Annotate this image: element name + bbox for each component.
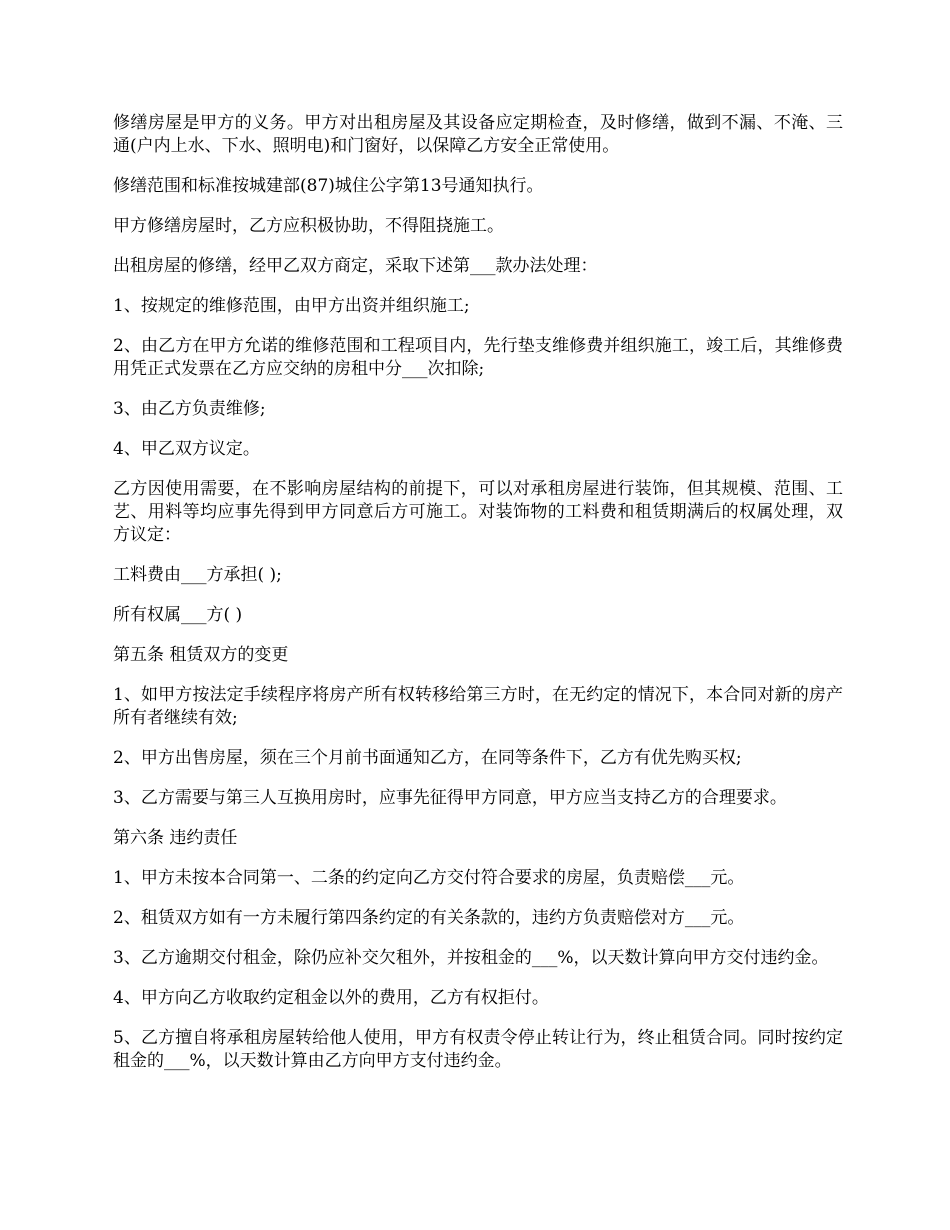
paragraph-method-3: 3、由乙方负责维修; [113,399,266,419]
paragraph-ownership: 所有权属___方( ) [113,605,243,625]
paragraph-change-2: 2、甲方出售房屋，须在三个月前书面通知乙方，在同等条件下，乙方有优先购买权; [113,748,742,768]
paragraph-liability-3: 3、乙方逾期交付租金，除仍应补交欠租外，并按租金的___%，以天数计算向甲方交付违约金。 [113,948,829,968]
document-body [113,112,843,1090]
paragraph-change-3: 3、乙方需要与第三人互换用房时，应事先征得甲方同意，甲方应当支持乙方的合理要求。 [113,788,787,808]
paragraph-liability-5: 5、乙方擅自将承租房屋转给他人使用，甲方有权责令停止转让行为，终止租赁合同。同时按约定租金的___%，以天数计算由乙方向甲方支付违约金。 [113,1028,843,1071]
section-heading-article-6: 第六条 违约责任 [113,828,238,848]
paragraph-decoration: 乙方因使用需要，在不影响房屋结构的前提下，可以对承租房屋进行装饰，但其规模、范围、工艺、用料等均应事先得到甲方同意后方可施工。对装饰物的工料费和租赁期满后的权属处理，双方议定： [113,479,843,545]
section-heading-article-5: 第五条 租赁双方的变更 [113,645,289,665]
paragraph-method-4: 4、甲乙双方议定。 [113,439,260,459]
paragraph-method-1: 1、按规定的维修范围，由甲方出资并组织施工; [113,296,470,316]
paragraph-material-cost: 工料费由___方承担( ); [113,565,282,585]
paragraph-change-1: 1、如甲方按法定手续程序将房产所有权转移给第三方时，在无约定的情况下，本合同对新的房产所有者继续有效; [113,685,843,728]
paragraph-method-2: 2、由乙方在甲方允诺的维修范围和工程项目内，先行垫支维修费并组织施工，竣工后，其维修费用凭正式发票在乙方应交纳的房租中分___次扣除; [113,336,843,379]
paragraph-liability-2: 2、租赁双方如有一方未履行第四条约定的有关条款的，违约方负责赔偿对方___元。 [113,908,745,928]
paragraph-repair-method: 出租房屋的修缮，经甲乙双方商定，采取下述第___款办法处理： [113,256,598,276]
paragraph-repair-scope: 修缮范围和标准按城建部(87)城住公字第13号通知执行。 [113,176,544,196]
paragraph-repair-cooperation: 甲方修缮房屋时，乙方应积极协助，不得阻挠施工。 [113,216,504,236]
paragraph-repair-duty: 修缮房屋是甲方的义务。甲方对出租房屋及其设备应定期检查，及时修缮，做到不漏、不淹、三通(户内上水、下水、照明电)和门窗好，以保障乙方安全正常使用。 [113,113,843,156]
paragraph-liability-4: 4、甲方向乙方收取约定租金以外的费用，乙方有权拒付。 [113,988,549,1008]
paragraph-liability-1: 1、甲方未按本合同第一、二条的约定向乙方交付符合要求的房屋，负责赔偿___元。 [113,868,745,888]
